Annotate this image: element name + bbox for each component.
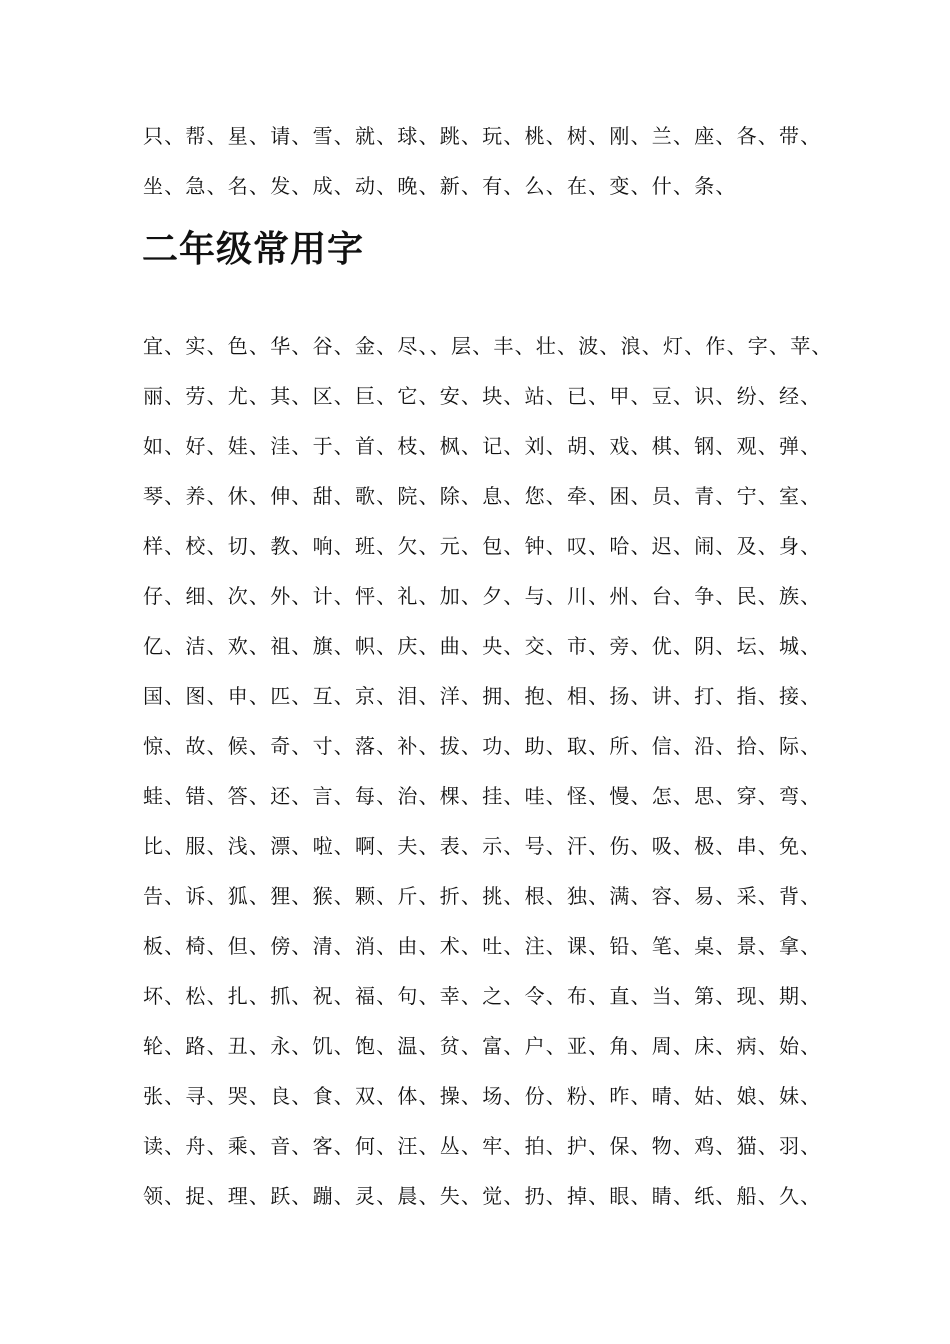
character-list-line: 丽、劳、尤、其、区、巨、它、安、块、站、已、甲、豆、识、纷、经、 — [143, 384, 822, 408]
character-list-line: 比、服、浅、漂、啦、啊、夫、表、示、号、汗、伤、吸、极、串、免、 — [143, 834, 822, 858]
character-list-line: 蛙、错、答、还、言、每、治、棵、挂、哇、怪、慢、怎、思、穿、弯、 — [143, 784, 822, 808]
character-list-line: 宜、实、色、华、谷、金、尽、、层、丰、壮、波、浪、灯、作、字、苹、 — [143, 334, 833, 358]
character-list-line: 国、图、申、匹、互、京、泪、洋、拥、抱、相、扬、讲、打、指、接、 — [143, 684, 822, 708]
character-list-line: 惊、故、候、奇、寸、落、补、拔、功、助、取、所、信、沿、拾、际、 — [143, 734, 822, 758]
character-list-line: 琴、养、休、伸、甜、歌、院、除、息、您、牵、困、员、青、宁、室、 — [143, 484, 822, 508]
character-list-line: 仔、细、次、外、计、怦、礼、加、夕、与、川、州、台、争、民、族、 — [143, 584, 822, 608]
character-list-line: 样、校、切、教、响、班、欠、元、包、钟、叹、哈、迟、闹、及、身、 — [143, 534, 822, 558]
character-list-line: 如、好、娃、洼、于、首、枝、枫、记、刘、胡、戏、棋、钢、观、弹、 — [143, 434, 822, 458]
character-list-line: 张、寻、哭、良、食、双、体、操、场、份、粉、昨、晴、姑、娘、妹、 — [143, 1084, 822, 1108]
character-list-line: 坐、急、名、发、成、动、晚、新、有、么、在、变、什、条、 — [143, 174, 737, 198]
character-list-line: 领、捉、理、跃、蹦、灵、晨、失、觉、扔、掉、眼、睛、纸、船、久、 — [143, 1184, 822, 1208]
character-list-line: 轮、路、丑、永、饥、饱、温、贫、富、户、亚、角、周、床、病、始、 — [143, 1034, 822, 1058]
character-list-line: 板、椅、但、傍、清、消、由、术、吐、注、课、铅、笔、桌、景、拿、 — [143, 934, 822, 958]
character-list-line: 坏、松、扎、抓、祝、福、句、幸、之、令、布、直、当、第、现、期、 — [143, 984, 822, 1008]
character-list-line: 只、帮、星、请、雪、就、球、跳、玩、桃、树、刚、兰、座、各、带、 — [143, 124, 822, 148]
character-list-line: 读、舟、乘、音、客、何、汪、丛、牢、拍、护、保、物、鸡、猫、羽、 — [143, 1134, 822, 1158]
character-list-line: 告、诉、狐、狸、猴、颗、斤、折、挑、根、独、满、容、易、采、背、 — [143, 884, 822, 908]
character-list-line: 亿、洁、欢、祖、旗、帜、庆、曲、央、交、市、旁、优、阴、坛、城、 — [143, 634, 822, 658]
section-title: 二年级常用字 — [142, 229, 365, 270]
